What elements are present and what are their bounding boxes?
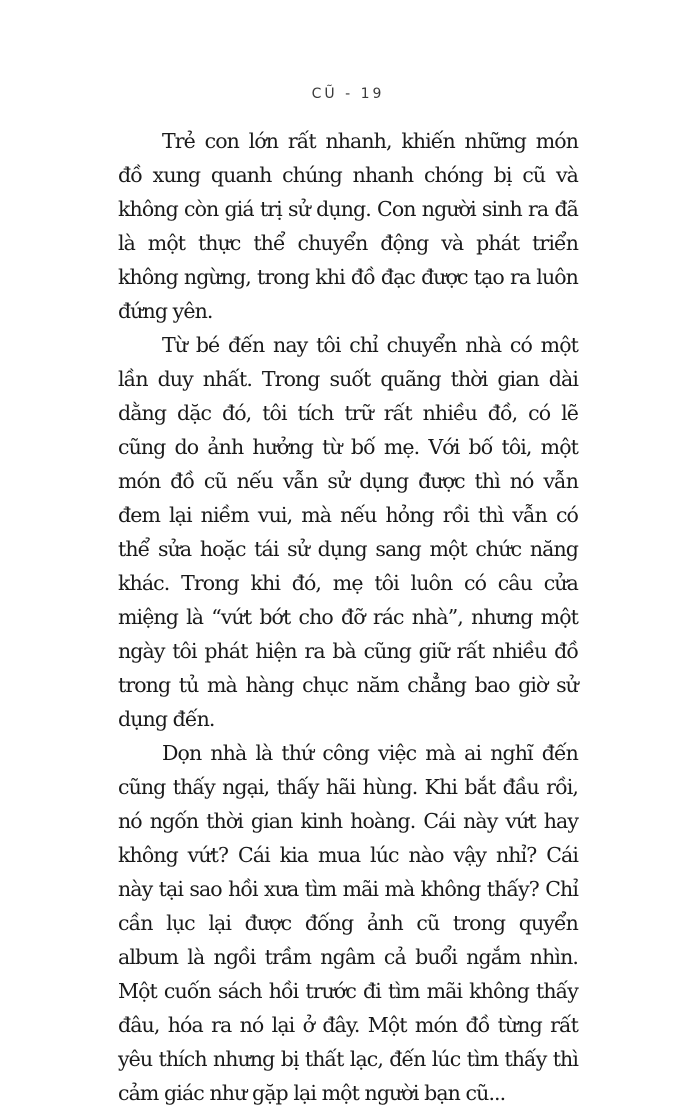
paragraph: Trẻ con lớn rất nhanh, khiến những món đồ xung quanh chúng nhanh chóng bị cũ và không còn giá trị sử dụng. Con người sinh ra đã là một thực thể chuyển động và phát triển không ngừng, trong khi đồ đạc được tạo ra luôn đứng yên. bbox=[118, 129, 578, 323]
body-text bbox=[118, 124, 578, 1110]
paragraph: Từ bé đến nay tôi chỉ chuyển nhà có một lần duy nhất. Trong suốt quãng thời gian dài dằng dặc đó, tôi tích trữ rất nhiều đồ, có lẽ cũng do ảnh hưởng từ bố mẹ. Với bố tôi, một món đồ cũ nếu vẫn sử dụng được thì nó vẫn đem lại niềm vui, mà nếu hỏng rồi thì vẫn có thể sửa hoặc tái sử dụng sang một chức năng khác. Trong khi đó, mẹ tôi luôn có câu cửa miệng là “vứt bớt cho đỡ rác nhà”, nhưng một ngày tôi phát hiện ra bà cũng giữ rất nhiều đồ trong tủ mà hàng chục năm chẳng bao giờ sử dụng đến. bbox=[118, 333, 578, 731]
paragraph: Dọn nhà là thứ công việc mà ai nghĩ đến cũng thấy ngại, thấy hãi hùng. Khi bắt đầu rồi, nó ngốn thời gian kinh hoàng. Cái này vứt hay không vứt? Cái kia mua lúc nào vậy nhỉ? Cái này tại sao hồi xưa tìm mãi mà không thấy? Chỉ cần lục lại được đống ảnh cũ trong quyển album là ngồi trầm ngâm cả buổi ngắm nhìn. Một cuốn sách hồi trước đi tìm mãi không thấy đâu, hóa ra nó lại ở đây. Một món đồ từng rất yêu thích nhưng bị thất lạc, đến lúc tìm thấy thì cảm giác như gặp lại một người bạn cũ... bbox=[118, 741, 578, 1105]
running-head: CŨ - 19 bbox=[311, 86, 385, 102]
